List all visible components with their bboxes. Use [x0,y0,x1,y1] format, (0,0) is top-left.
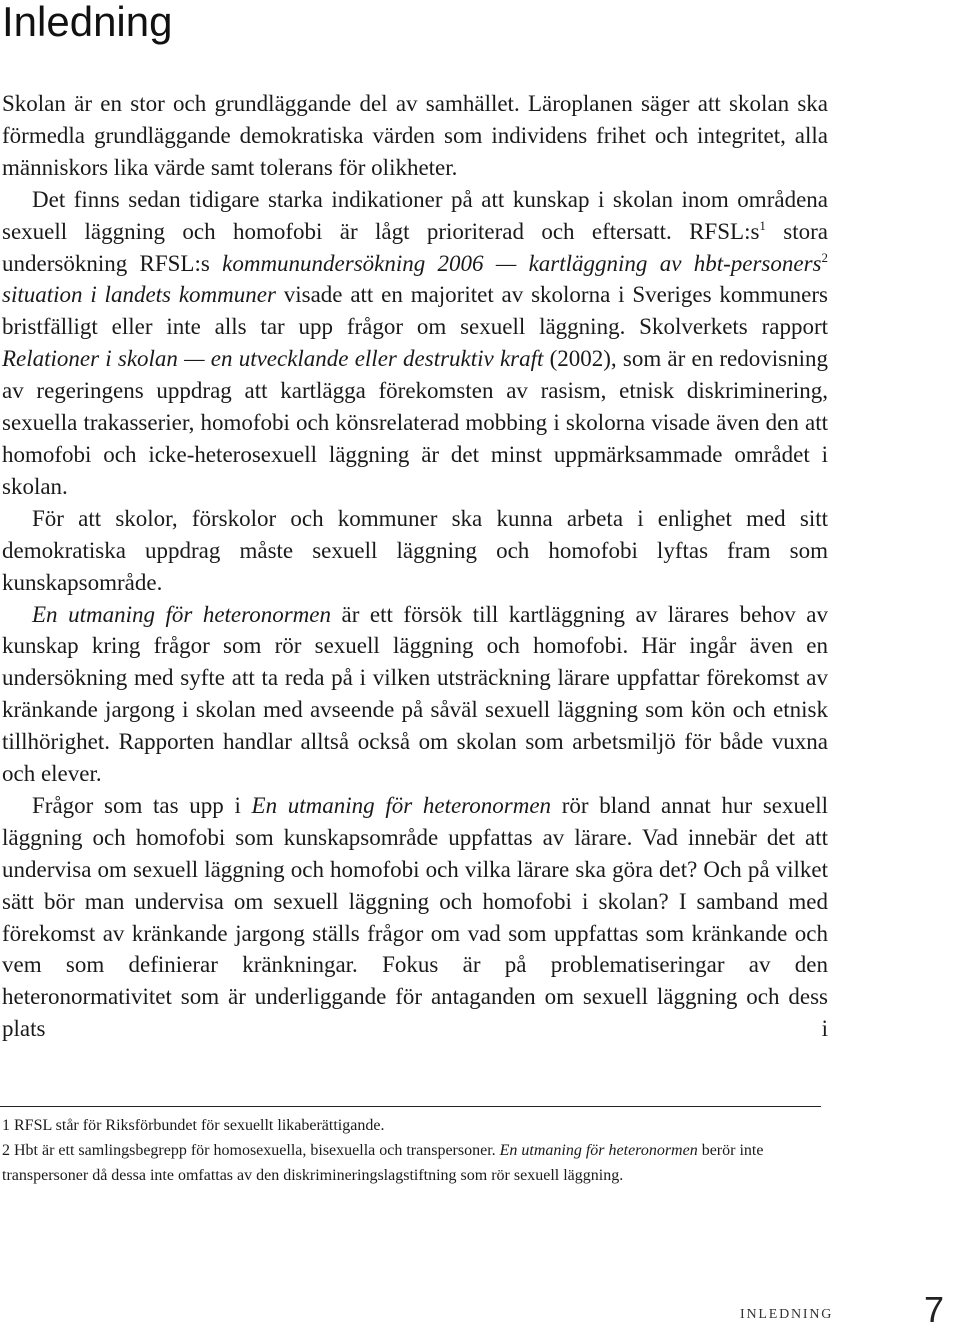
paragraph-mandate: För att skolor, förskolor och kommuner ska kunna arbeta i enlighet med sitt demokratiska uppdrag måste sexuell läggning och homofobi lyftas fram som kunskapsområde. [2,505,828,595]
paragraph-text: visade att en majoritet av skolorna i Sveriges kommuners bristfälligt eller inte alls tar upp frågor om sexuell läggning. Skolverkets rapport [2,282,828,340]
footnote-2 [2,1138,817,1188]
publication-title: En utmaning för heteronormen [251,792,552,818]
paragraph-text: Det finns sedan tidigare starka indikationer på att kunskap i skolan inom områdena sexuell läggning och homofobi är lågt prioriterad och eftersatt. RFSL:s [2,186,828,244]
paragraph-report-intro [2,599,828,790]
footnote-text: berör inte transpersoner då dessa inte omfattas av den diskrimineringslagstiftning som rör sexuell läggning. [2,1142,764,1184]
footnote-ref-2: 2 [821,249,828,265]
page-number: 7 [924,1289,945,1330]
paragraph-text: (2002), som är en redovisning av regeringens uppdrag att kartlägga förekomsten av rasism, etnisk diskriminering, sexuella trakasserier, homofobi och könsrelaterad mobbing i skolorna visade även den att homofobi och icke-heterosexuell läggning är det minst uppmärksammade området i skolan. [2,346,828,499]
footnote-1: 1 RFSL står för Riksförbundet för sexuellt likaberättigande. [2,1117,385,1134]
body-text [2,88,828,1045]
paragraph-text: stora undersökning RFSL:s [2,218,828,276]
footnotes [2,1113,817,1188]
publication-title: En utmaning för heteronormen [499,1142,698,1159]
paragraph-text: är ett försök till kartläggning av lärares behov av kunskap kring frågor som rör sexuell läggning och homofobi. Här ingår även en undersökning med syfte att ta reda på i vilken utsträckning lärare uppfattar förekomst av kränkande jargong i skolan med avseende på såväl sexuell läggning som kön och etnisk tillhörighet. Rapporten handlar alltså också om skolan som arbetsmiljö för både vuxna och elever. [2,601,828,787]
paragraph-text: rör bland annat hur sexuell läggning och homofobi som kunskapsområde uppfattas av lärare. Vad innebär det att undervisa om sexuell läggning och homofobi och vilka lärare ska göra det? Och på vilket sätt bör man undervisa om sexuell läggning och homofobi i skolan? I samband med förekomst av kränkande jargong ställs frågor om vad som uppfattas som kränkande och vem som definierar kränkningar. Fokus är på problematiseringar av den heteronormativitet som är underliggande för antaganden om sexuell läggning och dess plats i [2,792,828,1042]
footnote-divider [0,1106,821,1107]
publication-title: En utmaning för heteronormen [32,601,332,627]
running-footer-section: INLEDNING [740,1307,834,1322]
footnote-text: 2 Hbt är ett samlingsbegrepp för homosexuella, bisexuella och transpersoner. [2,1142,500,1159]
page-title: Inledning [2,0,173,45]
publication-title: Relationer i skolan — en utvecklande eller destruktiv kraft [2,346,544,372]
paragraph-background [2,184,828,503]
publication-title: situation i landets kommuner [2,282,276,308]
paragraph-questions [2,790,828,1045]
footnote-ref-1: 1 [759,217,766,233]
publication-title: kommunundersökning 2006 — kartläggning av hbt-personers [222,250,822,276]
paragraph-intro: Skolan är en stor och grundläggande del av samhället. Läroplanen säger att skolan ska förmedla grundläggande demokratiska värden som individens frihet och integritet, alla människors lika värde samt tolerans för olikheter. [2,91,828,180]
paragraph-text: Frågor som tas upp i [32,792,252,818]
